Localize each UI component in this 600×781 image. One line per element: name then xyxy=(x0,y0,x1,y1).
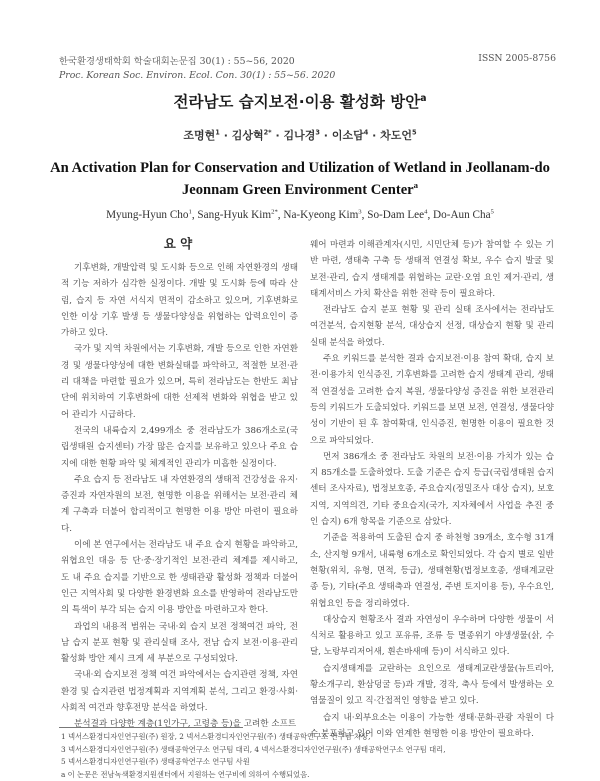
author-separator: , xyxy=(427,209,433,221)
author-separator: · xyxy=(272,129,284,142)
abstract-heading: 요 약 xyxy=(61,234,295,252)
author-name: Sang-Hyuk Kim xyxy=(197,209,271,221)
footnotes xyxy=(61,731,446,781)
korean-title-text: 전라남도 습지보전·이용 활성화 방안 xyxy=(174,93,421,111)
author-name: 김나경 xyxy=(283,129,315,142)
english-affiliation xyxy=(0,182,600,199)
journal-citation-english: Proc. Korean Soc. Environ. Ecol. Con. 30(1) : 55~56. 2020 xyxy=(59,70,335,81)
footnote-line: 1 넥서스환경디자인연구원(주) 원장, 2 넥서스환경디자인연구원(주) 생태공학연구소 연구팀 차장, xyxy=(61,731,446,744)
english-title: An Activation Plan for Conservation and Utilization of Wetland in Jeollanam-do xyxy=(0,160,600,177)
author-affiliation-mark: 1 xyxy=(215,128,220,136)
author-separator: , xyxy=(362,209,368,221)
footnote-line: 3 넥서스환경디자인연구원(주) 생태공학연구소 연구팀 대리, 4 넥서스환경디자인연구원(주) 생태공학연구소 연구팀 대리, xyxy=(61,744,446,757)
author-name: 이소담 xyxy=(332,129,364,142)
author-name: Myung-Hyun Cho xyxy=(106,209,188,221)
author-separator: , xyxy=(192,209,198,221)
author-affiliation-mark: 3 xyxy=(315,128,320,136)
author-affiliation-mark: 3 xyxy=(358,208,361,215)
author-name: 차도언 xyxy=(380,129,412,142)
author-separator: · xyxy=(220,129,232,142)
author-affiliation-mark: 2* xyxy=(264,128,272,136)
abstract-paragraph: 이에 본 연구에서는 전라남도 내 주요 습지 현황을 파악하고, 위협요인 대응 등 단·중·장기적인 보전·관리 체계를 제시하고, 도 내 주요 습지를 기반으로 한 생태관광 활성화 정책과 더불어 인근 지역사회 및 다양한 환경변화 요소를 반영하여 전라남도만의 특색이 부각 되는 습지 이용 방안을 마련하고자 한다. xyxy=(61,537,298,618)
author-affiliation-mark: 1 xyxy=(188,208,191,215)
author-name: So-Dam Lee xyxy=(367,209,424,221)
author-name: Do-Aun Cha xyxy=(433,209,490,221)
author-separator: · xyxy=(320,129,332,142)
author-name: 조명현 xyxy=(183,129,215,142)
abstract-paragraph: 전라남도 습지 분포 현황 및 관리 실태 조사에서는 전라남도 여건분석, 습지현황 분석, 대상습지 선정, 대상습지 현황 및 관리 실태 분석을 하였다. xyxy=(310,302,554,351)
abstract-paragraph: 전국의 내륙습지 2,499개소 중 전라남도가 386개소로(국립생태원 습지센터) 가장 많은 습지를 보유하고 있으나 주요 습지에 대한 현황 파악 및 체계적인 관리가 미흡한 실정이다. xyxy=(61,423,298,472)
abstract-paragraph: 기준을 적용하여 도출된 습지 중 하천형 39개소, 호수형 31개소, 산지형 9개서, 내륙형 6개소로 확인되었다. 각 습지 별로 일반현황(위치, 유형, 면적, 등급), 생태현황(법정보호종, 생태계교란종 등), 기타(주요 생태축과 연결성, 주변 토지이용 등), 우수요인, 위협요인 등을 정리하였다. xyxy=(310,530,554,611)
korean-authors xyxy=(0,127,600,143)
abstract-paragraph: 기후변화, 개발압력 및 도시화 등으로 인해 자연환경의 생태적 기능 저하가 심각한 실정이다. 개발 및 도시화 등에 따라 산림, 습지 등 자연 서식지 면적이 감소하고 있으며, 기후변화로 인한 이상 기후 발생 등 생물다양성을 위협하는 압력요인이 증가하고 있다. xyxy=(61,260,298,341)
abstract-paragraph: 분석결과 다양한 계층(1인가구, 고령층 등)을 고려한 소프트 xyxy=(61,716,298,732)
author-separator: , xyxy=(278,209,284,221)
abstract-paragraph: 대상습지 현황조사 결과 자연성이 우수하며 다양한 생물이 서식처로 활용하고 있고 포유류, 조류 등 멸종위기 야생생물(삵, 수달, 노랑부리저어새, 흰손바새매 등)이 서식하고 있다. xyxy=(310,612,554,661)
korean-title xyxy=(0,90,600,112)
author-name: 김상혁 xyxy=(232,129,264,142)
abstract-paragraph: 습지생태계를 교란하는 요인으로 생태계교란생물(뉴트리아, 황소개구리, 환삼덩굴 등)과 개발, 경작, 축사 등에서 발생하는 오염물질이 있고 직·간접적인 영향을 받고 있다. xyxy=(310,661,554,710)
author-affiliation-mark: 4 xyxy=(364,128,369,136)
author-affiliation-mark: 5 xyxy=(491,208,494,215)
korean-title-footnote-mark: a xyxy=(420,93,426,104)
journal-citation-korean: 한국환경생태학회 학술대회논문집 30(1) : 55~56, 2020 xyxy=(59,53,295,67)
abstract-paragraph: 국가 및 지역 차원에서는 기후변화, 개발 등으로 인한 자연환경 및 생물다양성에 대한 변화실태를 파악하고, 적절한 보전·관리 대책을 마련할 필요가 있으며, 특히 전라남도는 한반도 최남단에 위치하여 기후변화에 대한 선제적 변화와 위협을 받고 있어 관리가 시급하다. xyxy=(61,341,298,422)
issn: ISSN 2005-8756 xyxy=(478,53,556,64)
english-affiliation-footnote-mark: a xyxy=(414,180,418,190)
footnote-divider xyxy=(59,727,243,728)
abstract-paragraph: 과업의 내용적 범위는 국내·외 습지 보전 정책여건 파악, 전남 습지 분포 현황 및 관리실태 조사, 전남 습지 보전·이용·관리 활성화 방안 제시 크게 세 부분으로 구성되었다. xyxy=(61,619,298,668)
author-affiliation-mark: 5 xyxy=(412,128,417,136)
author-name: Na-Kyeong Kim xyxy=(283,209,358,221)
footnote-line: 5 넥서스환경디자인연구원(주) 생태공학연구소 연구팀 사원 xyxy=(61,756,446,769)
abstract-paragraph: 습지 내·외부요소는 이용이 가능한 생태·문화·관광 자원이 다수 분포하고 있어 이와 연계한 현명한 이용 방안이 필요하다. xyxy=(310,710,554,743)
footnote-line: a 이 논문은 전남녹색환경지원센터에서 지원하는 연구비에 의하여 수행되었음. xyxy=(61,769,446,781)
author-affiliation-mark: 4 xyxy=(424,208,427,215)
english-affiliation-text: Jeonnam Green Environment Center xyxy=(182,182,414,198)
abstract-paragraph: 국내·외 습지보전 정책 여건 파악에서는 습지관련 정책, 자연환경 및 습지관련 법정계획과 지역계획 분석, 그리고 환경·사회·사회적 여건과 향후전망 분석을 하였다. xyxy=(61,667,298,716)
english-authors xyxy=(0,209,600,221)
author-affiliation-mark: 2* xyxy=(271,208,278,215)
abstract-paragraph: 웨어 마련과 이해관계자(시민, 시민단체 등)가 참여할 수 있는 기반 마련, 생태축 구축 등 생태적 연결성 확보, 우수 습지 발굴 및 보전·관리, 습지 생태계를 위협하는 교란·오염 요인 제거·관리, 생태계서비스 가치 확산을 위한 전략 등이 필요하다. xyxy=(310,237,554,302)
abstract-left-column xyxy=(61,260,298,733)
abstract-paragraph: 주요 습지 등 전라남도 내 자연환경의 생태적 건강성을 유지·증진과 자연자원의 보전, 현명한 이용을 위해서는 보전·관리 체계 구축과 더불어 합리적이고 현명한 이용 방안 마련이 필요하다. xyxy=(61,472,298,537)
abstract-paragraph: 주요 키워드를 분석한 결과 습지보전·이용 참여 확대, 습지 보전·이용가치 인식증진, 기후변화를 고려한 습지 생태계 관리, 생태적 연결성을 고려한 습지 복원, 생물다양성 증진을 위한 보전관리 등의 키워드가 도출되었다. 키워드를 보면 보전, 연결성, 생물다양성이 기반이 된 후 참여확대, 인식증진, 현명한 이용이 필요한 것으로 파악되었다. xyxy=(310,351,554,449)
abstract-paragraph: 먼저 386개소 중 전라남도 차원의 보전·이용 가치가 있는 습지 85개소를 도출하였다. 도출 기준은 습지 등급(국립생태원 습지센터 조사자료), 법정보호종, 주요습지(정밀조사 대상 습지), 보호지역, 지역의견, 기타 중요습지(국가, 지자체에서 사업을 추진 중인 습지) 6개 항목을 기준으로 삼았다. xyxy=(310,449,554,530)
abstract-right-column xyxy=(310,237,554,742)
author-separator: · xyxy=(368,129,380,142)
